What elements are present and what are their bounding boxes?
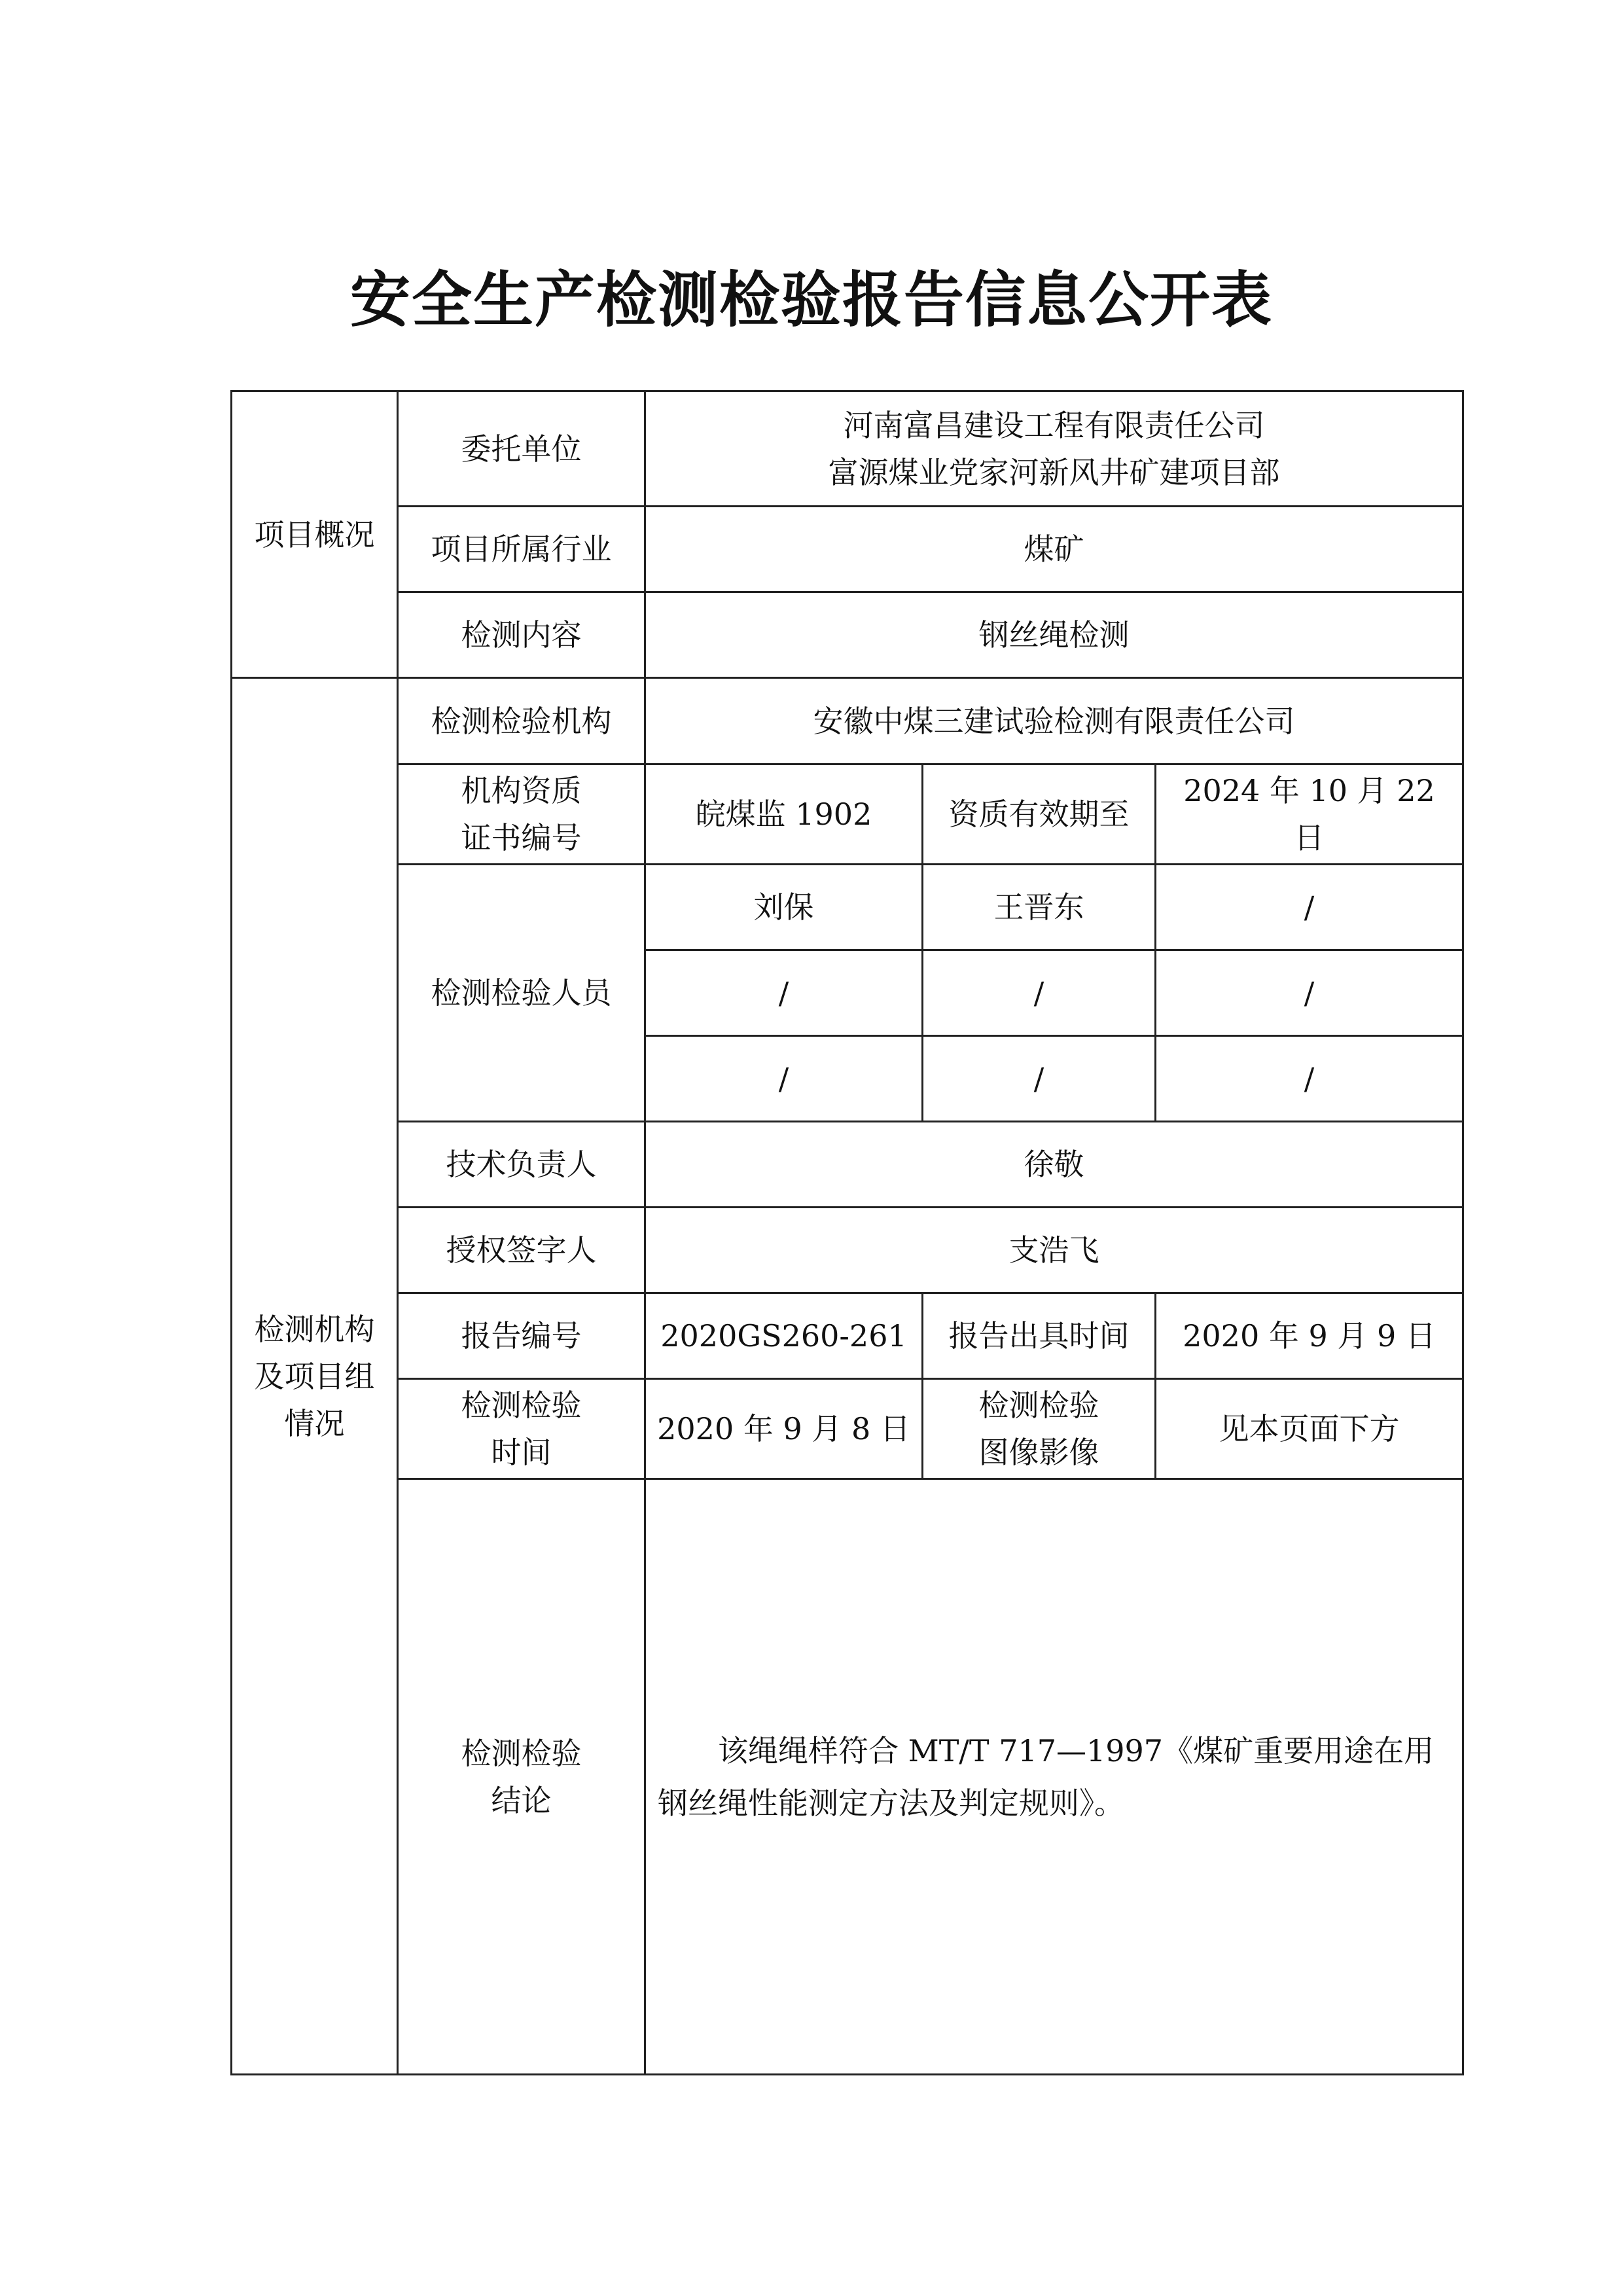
client-value	[645, 391, 1463, 507]
content-value: 钢丝绳检测	[645, 592, 1463, 678]
image-label-line2: 图像影像	[978, 1435, 1099, 1470]
issue-time-value: 2020 年 9 月 9 日	[1156, 1293, 1463, 1379]
staff-cell: /	[923, 1036, 1156, 1122]
section-label-org-info	[232, 678, 398, 2075]
row-report-no	[232, 1293, 1463, 1379]
cert-label-line2: 证书编号	[461, 820, 582, 855]
report-no-value: 2020GS260-261	[645, 1293, 923, 1379]
page-title: 安全生产检测检验报告信息公开表	[349, 265, 1273, 335]
staff-cell: /	[645, 1036, 923, 1122]
row-conclusion	[232, 1479, 1463, 2075]
image-label-line1: 检测检验	[978, 1388, 1099, 1423]
org-section-label-line2: 及项目组	[254, 1358, 375, 1394]
report-no-label: 报告编号	[398, 1293, 645, 1379]
tech-label: 技术负责人	[398, 1122, 645, 1208]
org-section-label-line3: 情况	[284, 1405, 345, 1441]
row-content	[232, 592, 1463, 678]
signer-label: 授权签字人	[398, 1208, 645, 1293]
signer-value: 支浩飞	[645, 1208, 1463, 1293]
staff-cell: 王晋东	[923, 865, 1156, 950]
valid-value: 2024 年 10 月 22 日	[1156, 764, 1463, 865]
industry-label: 项目所属行业	[398, 507, 645, 592]
conclusion-value	[645, 1479, 1463, 2075]
tech-value: 徐敬	[645, 1122, 1463, 1208]
test-time-label-line1: 检测检验	[461, 1388, 582, 1423]
test-time-label-line2: 时间	[491, 1435, 552, 1470]
client-value-line1: 河南富昌建设工程有限责任公司	[843, 407, 1265, 443]
cert-label	[398, 764, 645, 865]
cert-value: 皖煤监 1902	[645, 764, 923, 865]
row-test-time	[232, 1379, 1463, 1479]
staff-cell: 刘保	[645, 865, 923, 950]
image-value: 见本页面下方	[1156, 1379, 1463, 1479]
row-tech	[232, 1122, 1463, 1208]
row-client	[232, 391, 1463, 507]
staff-label: 检测检验人员	[398, 865, 645, 1122]
test-time-label	[398, 1379, 645, 1479]
row-org	[232, 678, 1463, 764]
test-time-value: 2020 年 9 月 8 日	[645, 1379, 923, 1479]
industry-value: 煤矿	[645, 507, 1463, 592]
row-staff-1	[232, 865, 1463, 950]
issue-time-label: 报告出具时间	[923, 1293, 1156, 1379]
row-signer	[232, 1208, 1463, 1293]
section-label-project-overview: 项目概况	[232, 391, 398, 678]
staff-cell: /	[1156, 865, 1463, 950]
conclusion-text: 该绳绳样符合 MT/T 717—1997《煤矿重要用途在用钢丝绳性能测定方法及判定规则》。	[658, 1732, 1435, 1821]
valid-label: 资质有效期至	[923, 764, 1156, 865]
row-cert	[232, 764, 1463, 865]
content-label: 检测内容	[398, 592, 645, 678]
cert-label-line1: 机构资质	[461, 773, 582, 808]
org-value: 安徽中煤三建试验检测有限责任公司	[645, 678, 1463, 764]
staff-cell: /	[645, 950, 923, 1036]
staff-cell: /	[1156, 1036, 1463, 1122]
client-value-line2: 富源煤业党家河新风井矿建项目部	[828, 454, 1280, 490]
image-label	[923, 1379, 1156, 1479]
org-section-label-line1: 检测机构	[254, 1311, 375, 1347]
row-industry	[232, 507, 1463, 592]
staff-cell: /	[923, 950, 1156, 1036]
conclusion-label-line2: 结论	[491, 1782, 552, 1818]
staff-cell: /	[1156, 950, 1463, 1036]
org-label: 检测检验机构	[398, 678, 645, 764]
section-label-conclusion	[398, 1479, 645, 2075]
client-label: 委托单位	[398, 391, 645, 507]
conclusion-label-line1: 检测检验	[461, 1735, 582, 1771]
info-table	[230, 390, 1464, 2075]
